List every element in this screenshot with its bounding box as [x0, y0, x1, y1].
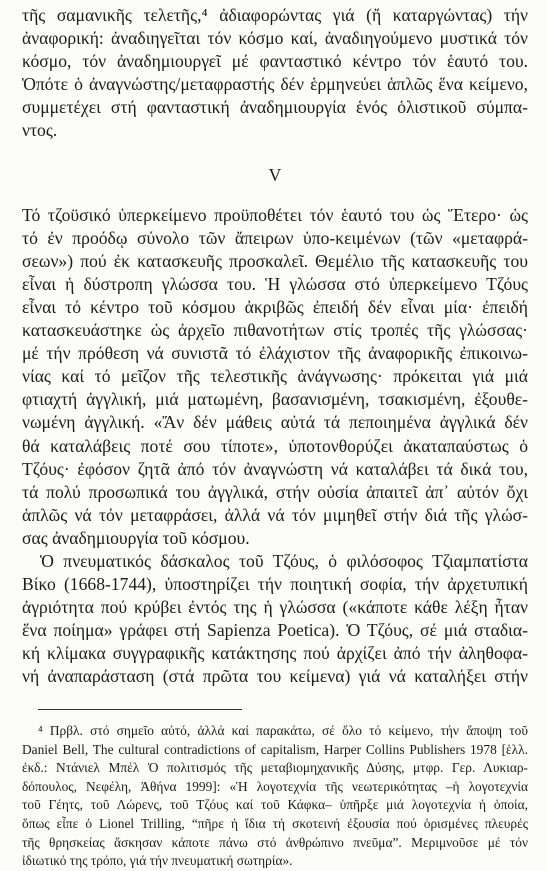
- text-line: ντος.: [22, 120, 58, 141]
- paragraph-1: [22, 4, 528, 143]
- text-line: κόσμο, τόν ἀναδημιουργεῖ μέ φανταστικό κέντρο τόν ἑαυτό του.: [22, 51, 528, 72]
- text-line: σεων») πού ἐκ κατασκευῆς προσκαλεῖ. Θεμέλιο τῆς κατασκευῆς του: [22, 250, 528, 271]
- footnote-line: δόπουλος, Νεφέλη, Ἀθήνα 1999]: «Ἡ λογοτεχνία τῆς νεωτερικότητας –ἡ λογοτεχνία: [22, 778, 528, 794]
- text-line: Τό τζοϋσικό ὑπερκείμενο προϋποθέτει τόν ἑαυτό του ὡς Ἕτερο· ὡς: [22, 204, 528, 225]
- footnote-line: τῆς θρησκείας ἄσκησαν κάποτε πάνω στό ἀνθρώπινο πνεῦμα”. Μεριμνοῦσε μέ τόν: [22, 834, 528, 850]
- text-line: νίας καί τό μεῖζον τῆς τελεστικῆς ἀνάγνωσης· πρόκειται γιά μιά: [22, 366, 528, 387]
- text-line: εἶναι ἡ δύστροπη γλώσσα του. Ἡ γλώσσα στό ὑπερκείμενο Τζόυς: [22, 273, 528, 294]
- footnote-line: ⁴ Πρβλ. στό σημεῖο αὐτό, ἀλλά καί παρακάτω, σέ ὅλο τό κείμενο, τήν ἄποψη τοῦ: [38, 723, 528, 738]
- text-line: ἀγριότητα πού κρύβει ἐντός της ἡ γλώσσα («κάποτε κάθε λέξη ἦταν: [22, 597, 528, 618]
- footnote-line: τοῦ Γέητς, τοῦ Λώρενς, τοῦ Τζόυς καί τοῦ Κάφκα– ὑπῆρξε μιά λογοτεχνία ἡ ὁποία,: [22, 797, 528, 813]
- text-line: κή κλίμακα συγγραφικῆς κατάκτησης πού ἀρχίζει ἀπό τήν ἀληθοφα-: [22, 643, 528, 664]
- text-line: τά πολύ προσωπικά του ἀγγλικά, στήν οὐσία ἀπαιτεῖ ἀπ᾽ αὐτόν ὄχι: [22, 481, 528, 502]
- text-line: κατασκευάστηκε ὡς ἀρχεῖο πιθανοτήτων στίς τροπές τῆς γλώσσας·: [22, 320, 528, 341]
- text-line: ἀναφορική: ἀναδιηγεῖται τόν κόσμο καί, ἀναδιηγούμενο μυστικά τόν: [22, 28, 528, 49]
- footnote: [22, 722, 528, 871]
- paragraph-3: [22, 550, 528, 689]
- text-line: Ὁπότε ὁ ἀναγνώστης/μεταφραστής δέν ἑρμηνεύει ἁπλῶς ἕνα κείμενο,: [22, 74, 528, 95]
- text-line: εἶναι τό κέντρο τοῦ κόσμου ἀκριβῶς ἐπειδή δέν εἶναι μία· ἐπειδή: [22, 296, 528, 317]
- section-heading: V: [268, 164, 282, 185]
- footnote-line: ἐκδ.: Ντάνιελ Μπέλ Ὁ πολιτισμός τῆς μεταβιομηχανικῆς Δύσης, μτφρ. Γερ. Λυκιαρ-: [22, 760, 528, 776]
- text-line: φτιαχτή ἀγγλική, μιά ματωμένη, βασανισμένη, τσακισμένη, ἐξουθε-: [22, 389, 528, 410]
- text-line: Τζόυς· ἐφόσον ζητᾶ ἀπό τόν ἀναγνώστη νά καταλάβει τά δικά του,: [22, 458, 528, 479]
- text-line: Ὁ πνευματικός δάσκαλος τοῦ Τζόυς, ὁ φιλόσοφος Τζιαμπατίστα: [40, 550, 528, 571]
- text-line: ἕνα ποίημα» γράφει στή Sapienza Poetica). Ὁ Τζόυς, σέ μιά σταδια-: [22, 620, 528, 641]
- footnote-line: ἰδιωτικό της τρόπο, γιά τήν πνευματική σωτηρία».: [22, 853, 293, 869]
- footnote-line: ὅπως εἶπε ὁ Lionel Trilling, “πῆρε ἡ ἴδια τή σκοτεινή ἐξουσία πού ὁρισμένες πλευρές: [22, 815, 528, 831]
- text-line: τό ἐν προόδῳ σύνολο τῶν ἄπειρων ὑπο-κειμένων (τῶν «μεταφρά-: [22, 227, 528, 248]
- text-line: Βίκο (1668-1744), ὑποστηρίζει τήν ποιητική σοφία, τήν ἀρχετυπική: [22, 574, 528, 595]
- main-text: [22, 4, 528, 689]
- paragraph-2: [22, 204, 528, 550]
- text-line: θά καταλάβεις ποτέ σου τίποτε», ὑποτονθορύζει ἀκαταπαύστως ὁ: [22, 435, 528, 456]
- footnote-line: Daniel Bell, The cultural contradictions of capitalism, Harper Collins Publishers 1978 [ἑλλ.: [22, 741, 528, 757]
- footnote-divider: [38, 709, 242, 710]
- text-line: νή ἀναπαράσταση (στά πρῶτα του κείμενα) γιά νά καταλήξει στήν: [22, 666, 528, 687]
- text-line: ἁπλῶς νά τόν μεταφράσει, ἀλλά νά τόν μιμηθεῖ στήν διά τῆς γλώσ-: [22, 504, 528, 525]
- text-line: συμμετέχει στή φανταστική ἀναδημιουργία ἑνός ὁλιστικοῦ σύμπα-: [22, 97, 528, 118]
- text-line: νωμένη ἀγγλική. «Ἄν δέν μάθεις αὐτά τά πεποιημένα ἀγγλικά δέν: [22, 412, 528, 433]
- text-line: τῆς σαμανικῆς τελετῆς,⁴ ἀδιαφορώντας γιά (ἤ καταργώντας) τήν: [22, 5, 528, 25]
- text-line: μέ τήν πρόθεση νά συνιστᾶ τό ἐλάχιστον τῆς ἀναφορικῆς ἐπικοινω-: [22, 343, 528, 364]
- text-line: σας ἀναδημιουργία τοῦ κόσμου.: [22, 527, 250, 548]
